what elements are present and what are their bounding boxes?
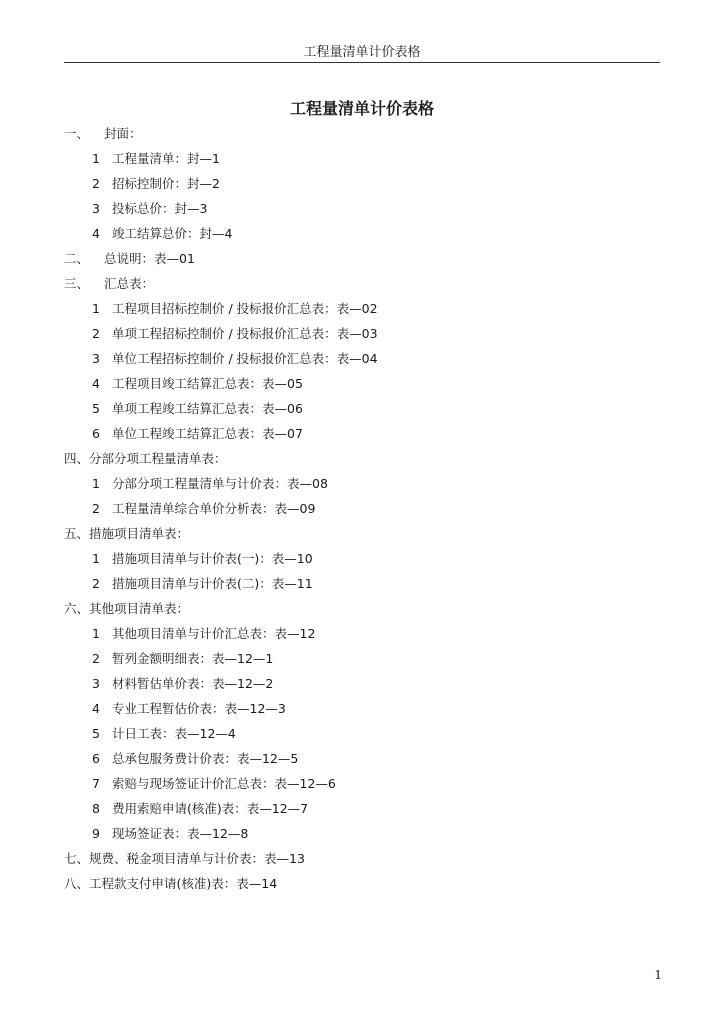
table-of-contents [64, 125, 664, 900]
toc-text: 计日工表：表—12—4 [112, 726, 236, 741]
toc-number: 2 [92, 651, 100, 666]
toc-number: 2 [92, 576, 100, 591]
header-divider [64, 62, 660, 63]
toc-section [64, 125, 664, 150]
toc-text: 费用索赔申请(核准)表：表—12—7 [112, 801, 309, 816]
document-title: 工程量清单计价表格 [289, 99, 434, 118]
toc-number: 六、 [64, 601, 90, 616]
toc-number: 9 [92, 826, 100, 841]
toc-text: 单项工程招标控制价 / 投标报价汇总表：表—03 [112, 326, 378, 341]
toc-item [64, 550, 664, 575]
toc-text: 工程项目招标控制价 / 投标报价汇总表：表—02 [112, 301, 378, 316]
toc-item [64, 375, 664, 400]
toc-number: 8 [92, 801, 100, 816]
toc-text: 措施项目清单与计价表(一)：表—10 [112, 551, 313, 566]
toc-number: 三、 [64, 276, 90, 291]
toc-number: 5 [92, 726, 100, 741]
toc-item [64, 225, 664, 250]
toc-section [64, 600, 664, 625]
toc-number: 八、 [64, 876, 90, 891]
toc-number: 七、 [64, 851, 90, 866]
toc-text: 其他项目清单表： [89, 601, 190, 616]
toc-item [64, 700, 664, 725]
toc-text: 专业工程暂估价表：表—12—3 [112, 701, 286, 716]
toc-text: 工程款支付申请(核准)表：表—14 [89, 876, 278, 891]
toc-number: 一、 [64, 126, 90, 141]
toc-text: 分部分项工程量清单表： [89, 451, 227, 466]
toc-number: 6 [92, 751, 100, 766]
toc-number: 1 [92, 476, 100, 491]
toc-item [64, 325, 664, 350]
toc-number: 4 [92, 376, 100, 391]
toc-number: 6 [92, 426, 100, 441]
toc-text: 其他项目清单与计价汇总表：表—12 [112, 626, 316, 641]
toc-text: 招标控制价：封—2 [112, 176, 220, 191]
toc-item [64, 575, 664, 600]
toc-number: 4 [92, 226, 100, 241]
toc-number: 1 [92, 551, 100, 566]
toc-item [64, 625, 664, 650]
toc-number: 二、 [64, 251, 90, 266]
toc-item [64, 800, 664, 825]
toc-section [64, 525, 664, 550]
toc-number: 5 [92, 401, 100, 416]
toc-item [64, 350, 664, 375]
toc-item [64, 175, 664, 200]
toc-number: 3 [92, 676, 100, 691]
toc-item [64, 825, 664, 850]
toc-item [64, 300, 664, 325]
toc-text: 分部分项工程量清单与计价表：表—08 [112, 476, 328, 491]
toc-item [64, 425, 664, 450]
toc-item [64, 475, 664, 500]
toc-item [64, 650, 664, 675]
toc-item [64, 400, 664, 425]
toc-item [64, 200, 664, 225]
toc-text: 措施项目清单与计价表(二)：表—11 [112, 576, 313, 591]
toc-text: 材料暂估单价表：表—12—2 [112, 676, 274, 691]
toc-number: 1 [92, 626, 100, 641]
toc-text: 工程量清单：封—1 [112, 151, 220, 166]
toc-text: 单项工程竣工结算汇总表：表—06 [112, 401, 303, 416]
toc-text: 现场签证表：表—12—8 [112, 826, 249, 841]
toc-number: 2 [92, 326, 100, 341]
toc-number: 4 [92, 701, 100, 716]
toc-number: 3 [92, 351, 100, 366]
toc-text: 总承包服务费计价表：表—12—5 [112, 751, 299, 766]
toc-text: 工程项目竣工结算汇总表：表—05 [112, 376, 303, 391]
toc-text: 投标总价：封—3 [112, 201, 208, 216]
toc-item [64, 675, 664, 700]
toc-number: 3 [92, 201, 100, 216]
toc-text: 工程量清单综合单价分析表：表—09 [112, 501, 316, 516]
toc-text: 单位工程竣工结算汇总表：表—07 [112, 426, 303, 441]
toc-section [64, 250, 664, 275]
toc-text: 暂列金额明细表：表—12—1 [112, 651, 274, 666]
page-number: 1 [654, 968, 662, 982]
toc-text: 索赔与现场签证计价汇总表：表—12—6 [112, 776, 336, 791]
running-header: 工程量清单计价表格 [303, 45, 421, 60]
toc-section [64, 850, 664, 875]
toc-item [64, 150, 664, 175]
toc-number: 7 [92, 776, 100, 791]
toc-number: 1 [92, 301, 100, 316]
toc-number: 2 [92, 176, 100, 191]
toc-text: 汇总表： [104, 276, 155, 291]
toc-text: 封面： [104, 126, 142, 141]
toc-section [64, 450, 664, 475]
toc-item [64, 750, 664, 775]
toc-text: 措施项目清单表： [89, 526, 190, 541]
toc-number: 2 [92, 501, 100, 516]
toc-section [64, 275, 664, 300]
toc-text: 规费、税金项目清单与计价表：表—13 [89, 851, 305, 866]
toc-text: 单位工程招标控制价 / 投标报价汇总表：表—04 [112, 351, 378, 366]
toc-section [64, 875, 664, 900]
toc-number: 1 [92, 151, 100, 166]
toc-text: 总说明：表—01 [104, 251, 195, 266]
toc-item [64, 725, 664, 750]
toc-item [64, 775, 664, 800]
toc-item [64, 500, 664, 525]
toc-number: 五、 [64, 526, 90, 541]
toc-number: 四、 [64, 451, 90, 466]
toc-text: 竣工结算总价：封—4 [112, 226, 233, 241]
